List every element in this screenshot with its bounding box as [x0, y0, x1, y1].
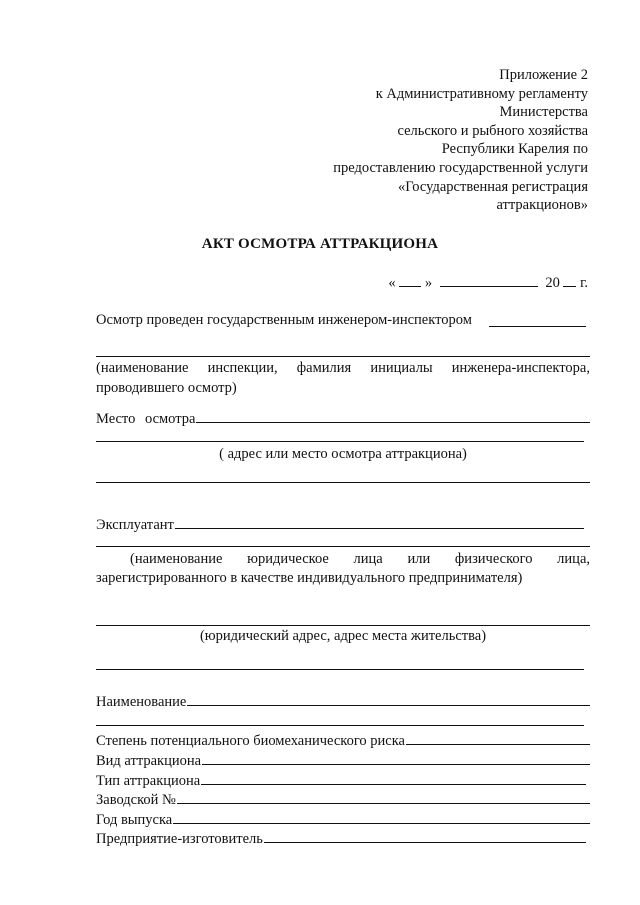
place-caption: ( адрес или место осмотра аттракциона) — [219, 446, 467, 462]
date-close-quote: » — [424, 275, 433, 291]
appendix-line: аттракционов» — [496, 197, 588, 214]
appendix-line: предоставлению государственной услуги — [333, 159, 588, 176]
appendix-line: Республики Карелия по — [441, 141, 588, 158]
kind-field[interactable] — [202, 751, 590, 765]
inspector-label: Осмотр проведен государственным инженером-инспектором — [96, 312, 472, 328]
manufacturer-row — [96, 829, 586, 848]
serial-label: Заводской № — [96, 792, 176, 808]
appendix-line: к Административному регламенту — [375, 85, 588, 102]
operator-address-caption: (юридический адрес, адрес места жительства) — [199, 628, 487, 644]
year-suffix: г. — [580, 275, 588, 291]
inspection-caption: (наименование инспекции, фамилия инициалы инженера-инспектора, — [96, 360, 590, 376]
type-field[interactable] — [201, 771, 586, 785]
year-label: Год выпуска — [96, 812, 173, 828]
risk-label: Степень потенциального биомеханического риска — [96, 733, 405, 749]
appendix-line: сельского и рыбного хозяйства — [397, 122, 588, 139]
operator-caption: (наименование юридическое лица или физического лица, — [130, 551, 590, 567]
operator-caption-cont: зарегистрированного в качестве индивидуального предпринимателя) — [96, 570, 523, 586]
place-label: Место осмотра — [96, 411, 196, 427]
inspection-name-field[interactable] — [96, 356, 590, 357]
appendix-line: Приложение 2 — [499, 67, 588, 83]
appendix-header — [333, 66, 588, 215]
operator-address-field[interactable] — [96, 625, 590, 626]
operator-label: Эксплуатант — [96, 517, 174, 533]
operator-field[interactable] — [175, 515, 584, 529]
kind-row — [96, 751, 590, 770]
operator-address-field-2[interactable] — [96, 669, 584, 670]
month-field[interactable] — [440, 273, 538, 287]
kind-label: Вид аттракциона — [96, 753, 202, 769]
risk-row — [96, 731, 590, 750]
operator-field-2[interactable] — [96, 546, 590, 547]
operator-row — [96, 515, 584, 534]
place-field[interactable] — [196, 409, 590, 423]
manufacturer-field[interactable] — [264, 829, 586, 843]
serial-row — [96, 790, 590, 809]
year-field[interactable] — [563, 273, 576, 287]
name-row — [96, 692, 590, 711]
year-field[interactable] — [173, 810, 590, 824]
appendix-line: «Государственная регистрация — [397, 178, 588, 195]
date-line — [388, 273, 588, 292]
risk-field[interactable] — [406, 731, 590, 745]
inspector-field[interactable] — [489, 326, 586, 327]
document-title: АКТ ОСМОТРА АТТРАКЦИОНА — [201, 236, 439, 252]
year-prefix: 20 — [545, 275, 560, 291]
day-field[interactable] — [399, 273, 421, 287]
name-label: Наименование — [96, 694, 187, 710]
name-field-2[interactable] — [96, 725, 584, 726]
type-row — [96, 771, 586, 790]
inspection-caption-cont: проводившего осмотр) — [96, 380, 237, 396]
name-field[interactable] — [187, 692, 590, 706]
place-row — [96, 409, 590, 428]
type-label: Тип аттракциона — [96, 773, 201, 789]
year-row — [96, 810, 590, 829]
appendix-line: Министерства — [499, 104, 588, 121]
place-field-2[interactable] — [96, 441, 584, 442]
manufacturer-label: Предприятие-изготовитель — [96, 831, 263, 847]
place-field-3[interactable] — [96, 482, 590, 483]
date-open-quote: « — [388, 275, 396, 291]
serial-field[interactable] — [177, 790, 590, 804]
